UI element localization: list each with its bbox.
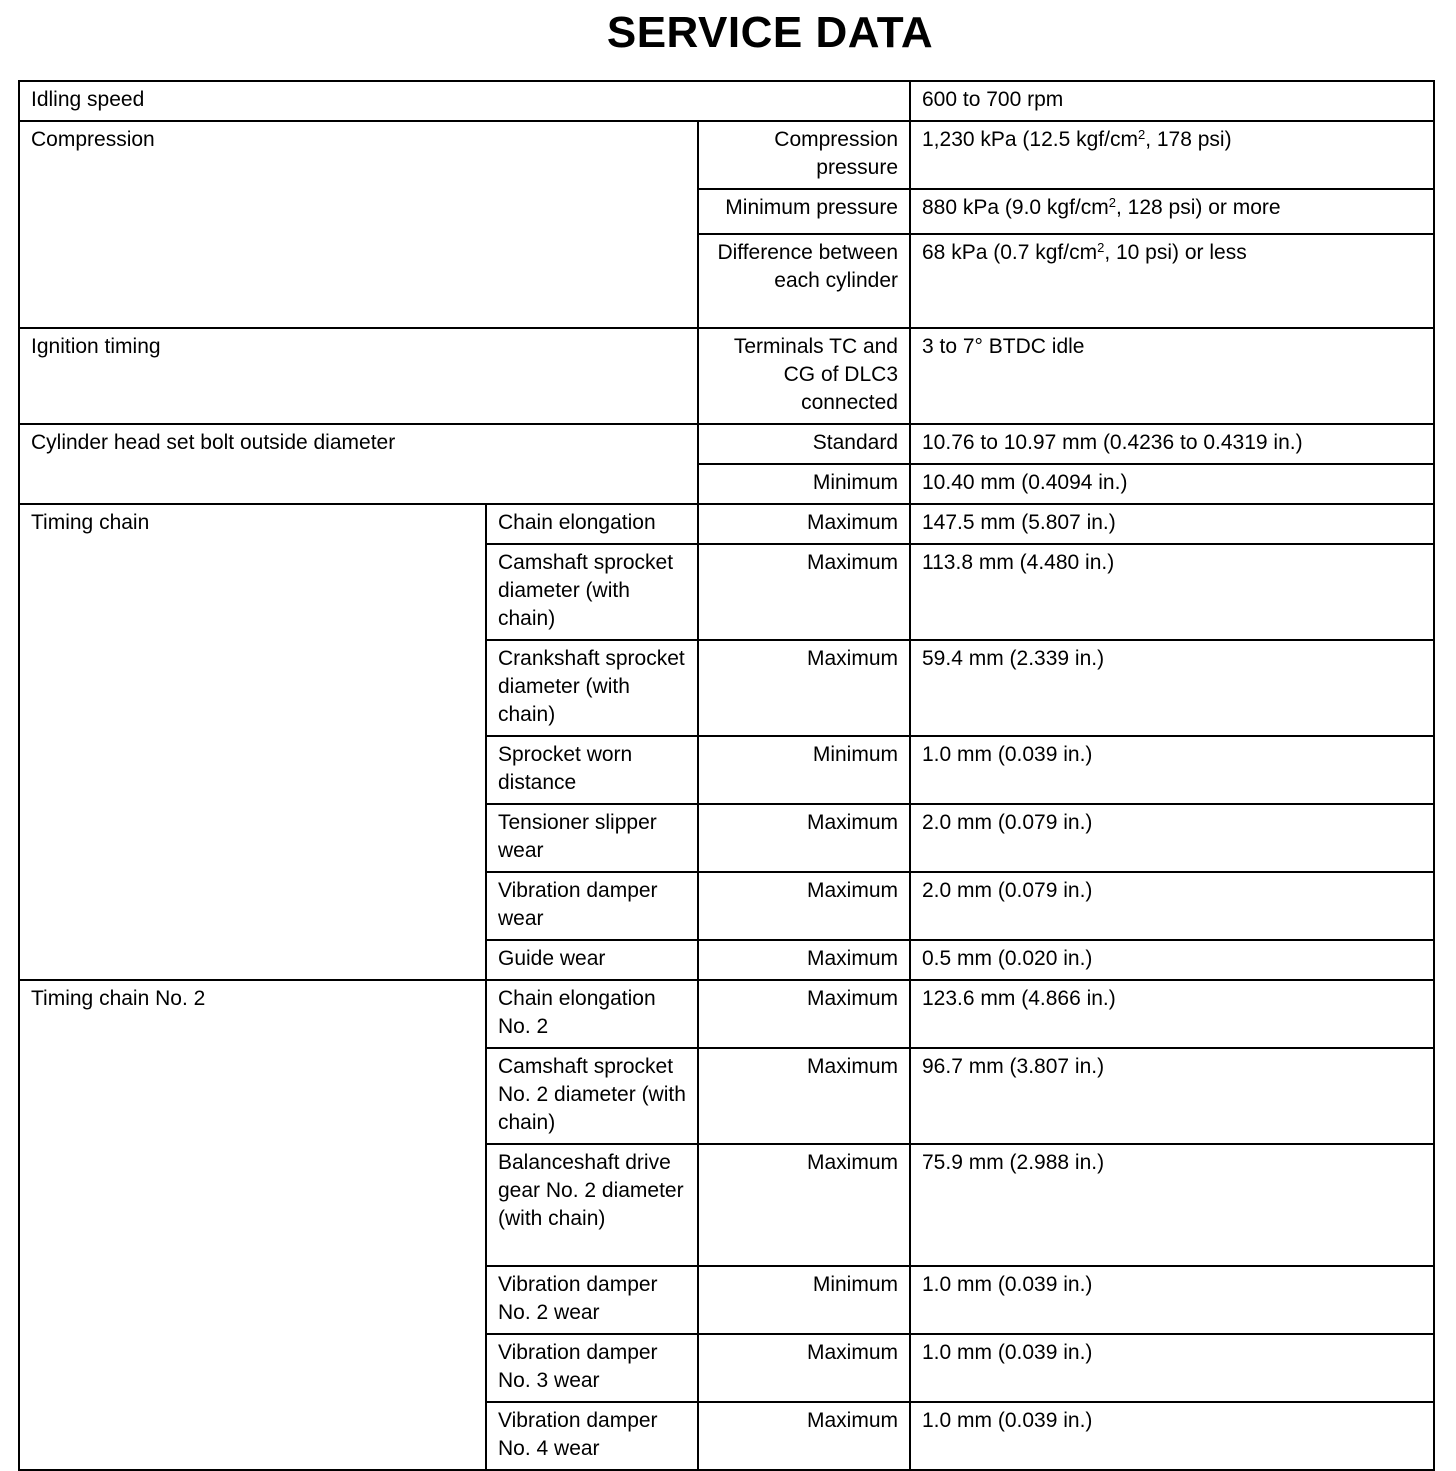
subitem-cell: Chain elongation No. 2 bbox=[486, 980, 698, 1048]
subitem-cell: Vibration damper No. 4 wear bbox=[486, 1402, 698, 1470]
condition-cell: Maximum bbox=[698, 804, 910, 872]
subitem-cell: Camshaft sprocket No. 2 diameter (with chain) bbox=[486, 1048, 698, 1144]
value-cell: 147.5 mm (5.807 in.) bbox=[910, 504, 1434, 544]
item-cell: Timing chain bbox=[19, 504, 486, 980]
value-cell: 0.5 mm (0.020 in.) bbox=[910, 940, 1434, 980]
page-title: SERVICE DATA bbox=[606, 8, 934, 57]
condition-cell: Difference between each cylinder bbox=[698, 234, 910, 328]
value-cell: 1.0 mm (0.039 in.) bbox=[910, 1266, 1434, 1334]
table-row bbox=[19, 504, 1434, 544]
table-row bbox=[19, 424, 1434, 464]
condition-cell: Maximum bbox=[698, 980, 910, 1048]
item-cell: Timing chain No. 2 bbox=[19, 980, 486, 1470]
condition-cell: Maximum bbox=[698, 1048, 910, 1144]
condition-cell: Maximum bbox=[698, 1334, 910, 1402]
condition-cell: Compression pressure bbox=[698, 121, 910, 189]
condition-cell: Minimum pressure bbox=[698, 189, 910, 234]
table-row bbox=[19, 328, 1434, 424]
value-cell: 59.4 mm (2.339 in.) bbox=[910, 640, 1434, 736]
subitem-cell: Sprocket worn distance bbox=[486, 736, 698, 804]
condition-cell: Terminals TC and CG of DLC3 connected bbox=[698, 328, 910, 424]
subitem-cell: Balanceshaft drive gear No. 2 diameter (with chain) bbox=[486, 1144, 698, 1266]
value-cell: 600 to 700 rpm bbox=[910, 81, 1434, 121]
value-cell: 96.7 mm (3.807 in.) bbox=[910, 1048, 1434, 1144]
condition-cell: Maximum bbox=[698, 940, 910, 980]
value-cell: 1.0 mm (0.039 in.) bbox=[910, 1402, 1434, 1470]
condition-cell: Maximum bbox=[698, 872, 910, 940]
value-cell: 880 kPa (9.0 kgf/$cm^2$, 128 psi) or more bbox=[910, 189, 1434, 234]
value-cell: 10.76 to 10.97 mm (0.4236 to 0.4319 in.) bbox=[910, 424, 1434, 464]
subitem-cell: Guide wear bbox=[486, 940, 698, 980]
condition-cell: Maximum bbox=[698, 1144, 910, 1266]
value-cell: 123.6 mm (4.866 in.) bbox=[910, 980, 1434, 1048]
table-row bbox=[19, 121, 1434, 189]
value-cell: 113.8 mm (4.480 in.) bbox=[910, 544, 1434, 640]
value-cell: 68 kPa (0.7 kgf/$cm^2$, 10 psi) or less bbox=[910, 234, 1434, 328]
subitem-cell: Chain elongation bbox=[486, 504, 698, 544]
condition-cell: Maximum bbox=[698, 504, 910, 544]
condition-cell: Maximum bbox=[698, 544, 910, 640]
subitem-cell: Vibration damper No. 2 wear bbox=[486, 1266, 698, 1334]
table-row bbox=[19, 81, 1434, 121]
subitem-cell: Tensioner slipper wear bbox=[486, 804, 698, 872]
value-cell: 3 to 7° BTDC idle bbox=[910, 328, 1434, 424]
item-cell: Compression bbox=[19, 121, 698, 328]
condition-cell: Minimum bbox=[698, 1266, 910, 1334]
table-row bbox=[19, 980, 1434, 1048]
subitem-cell: Crankshaft sprocket diameter (with chain) bbox=[486, 640, 698, 736]
value-cell: 1,230 kPa (12.5 kgf/$cm^2$, 178 psi) bbox=[910, 121, 1434, 189]
condition-cell: Maximum bbox=[698, 640, 910, 736]
condition-cell: Minimum bbox=[698, 736, 910, 804]
condition-cell: Standard bbox=[698, 424, 910, 464]
value-cell: 1.0 mm (0.039 in.) bbox=[910, 1334, 1434, 1402]
value-cell: 1.0 mm (0.039 in.) bbox=[910, 736, 1434, 804]
condition-cell: Minimum bbox=[698, 464, 910, 504]
value-cell: 2.0 mm (0.079 in.) bbox=[910, 872, 1434, 940]
condition-cell: Maximum bbox=[698, 1402, 910, 1470]
item-cell: Ignition timing bbox=[19, 328, 698, 424]
item-cell: Idling speed bbox=[19, 81, 910, 121]
value-cell: 75.9 mm (2.988 in.) bbox=[910, 1144, 1434, 1266]
item-cell: Cylinder head set bolt outside diameter bbox=[19, 424, 698, 504]
subitem-cell: Vibration damper wear bbox=[486, 872, 698, 940]
service-data-table bbox=[18, 80, 1435, 1471]
subitem-cell: Vibration damper No. 3 wear bbox=[486, 1334, 698, 1402]
subitem-cell: Camshaft sprocket diameter (with chain) bbox=[486, 544, 698, 640]
value-cell: 10.40 mm (0.4094 in.) bbox=[910, 464, 1434, 504]
value-cell: 2.0 mm (0.079 in.) bbox=[910, 804, 1434, 872]
